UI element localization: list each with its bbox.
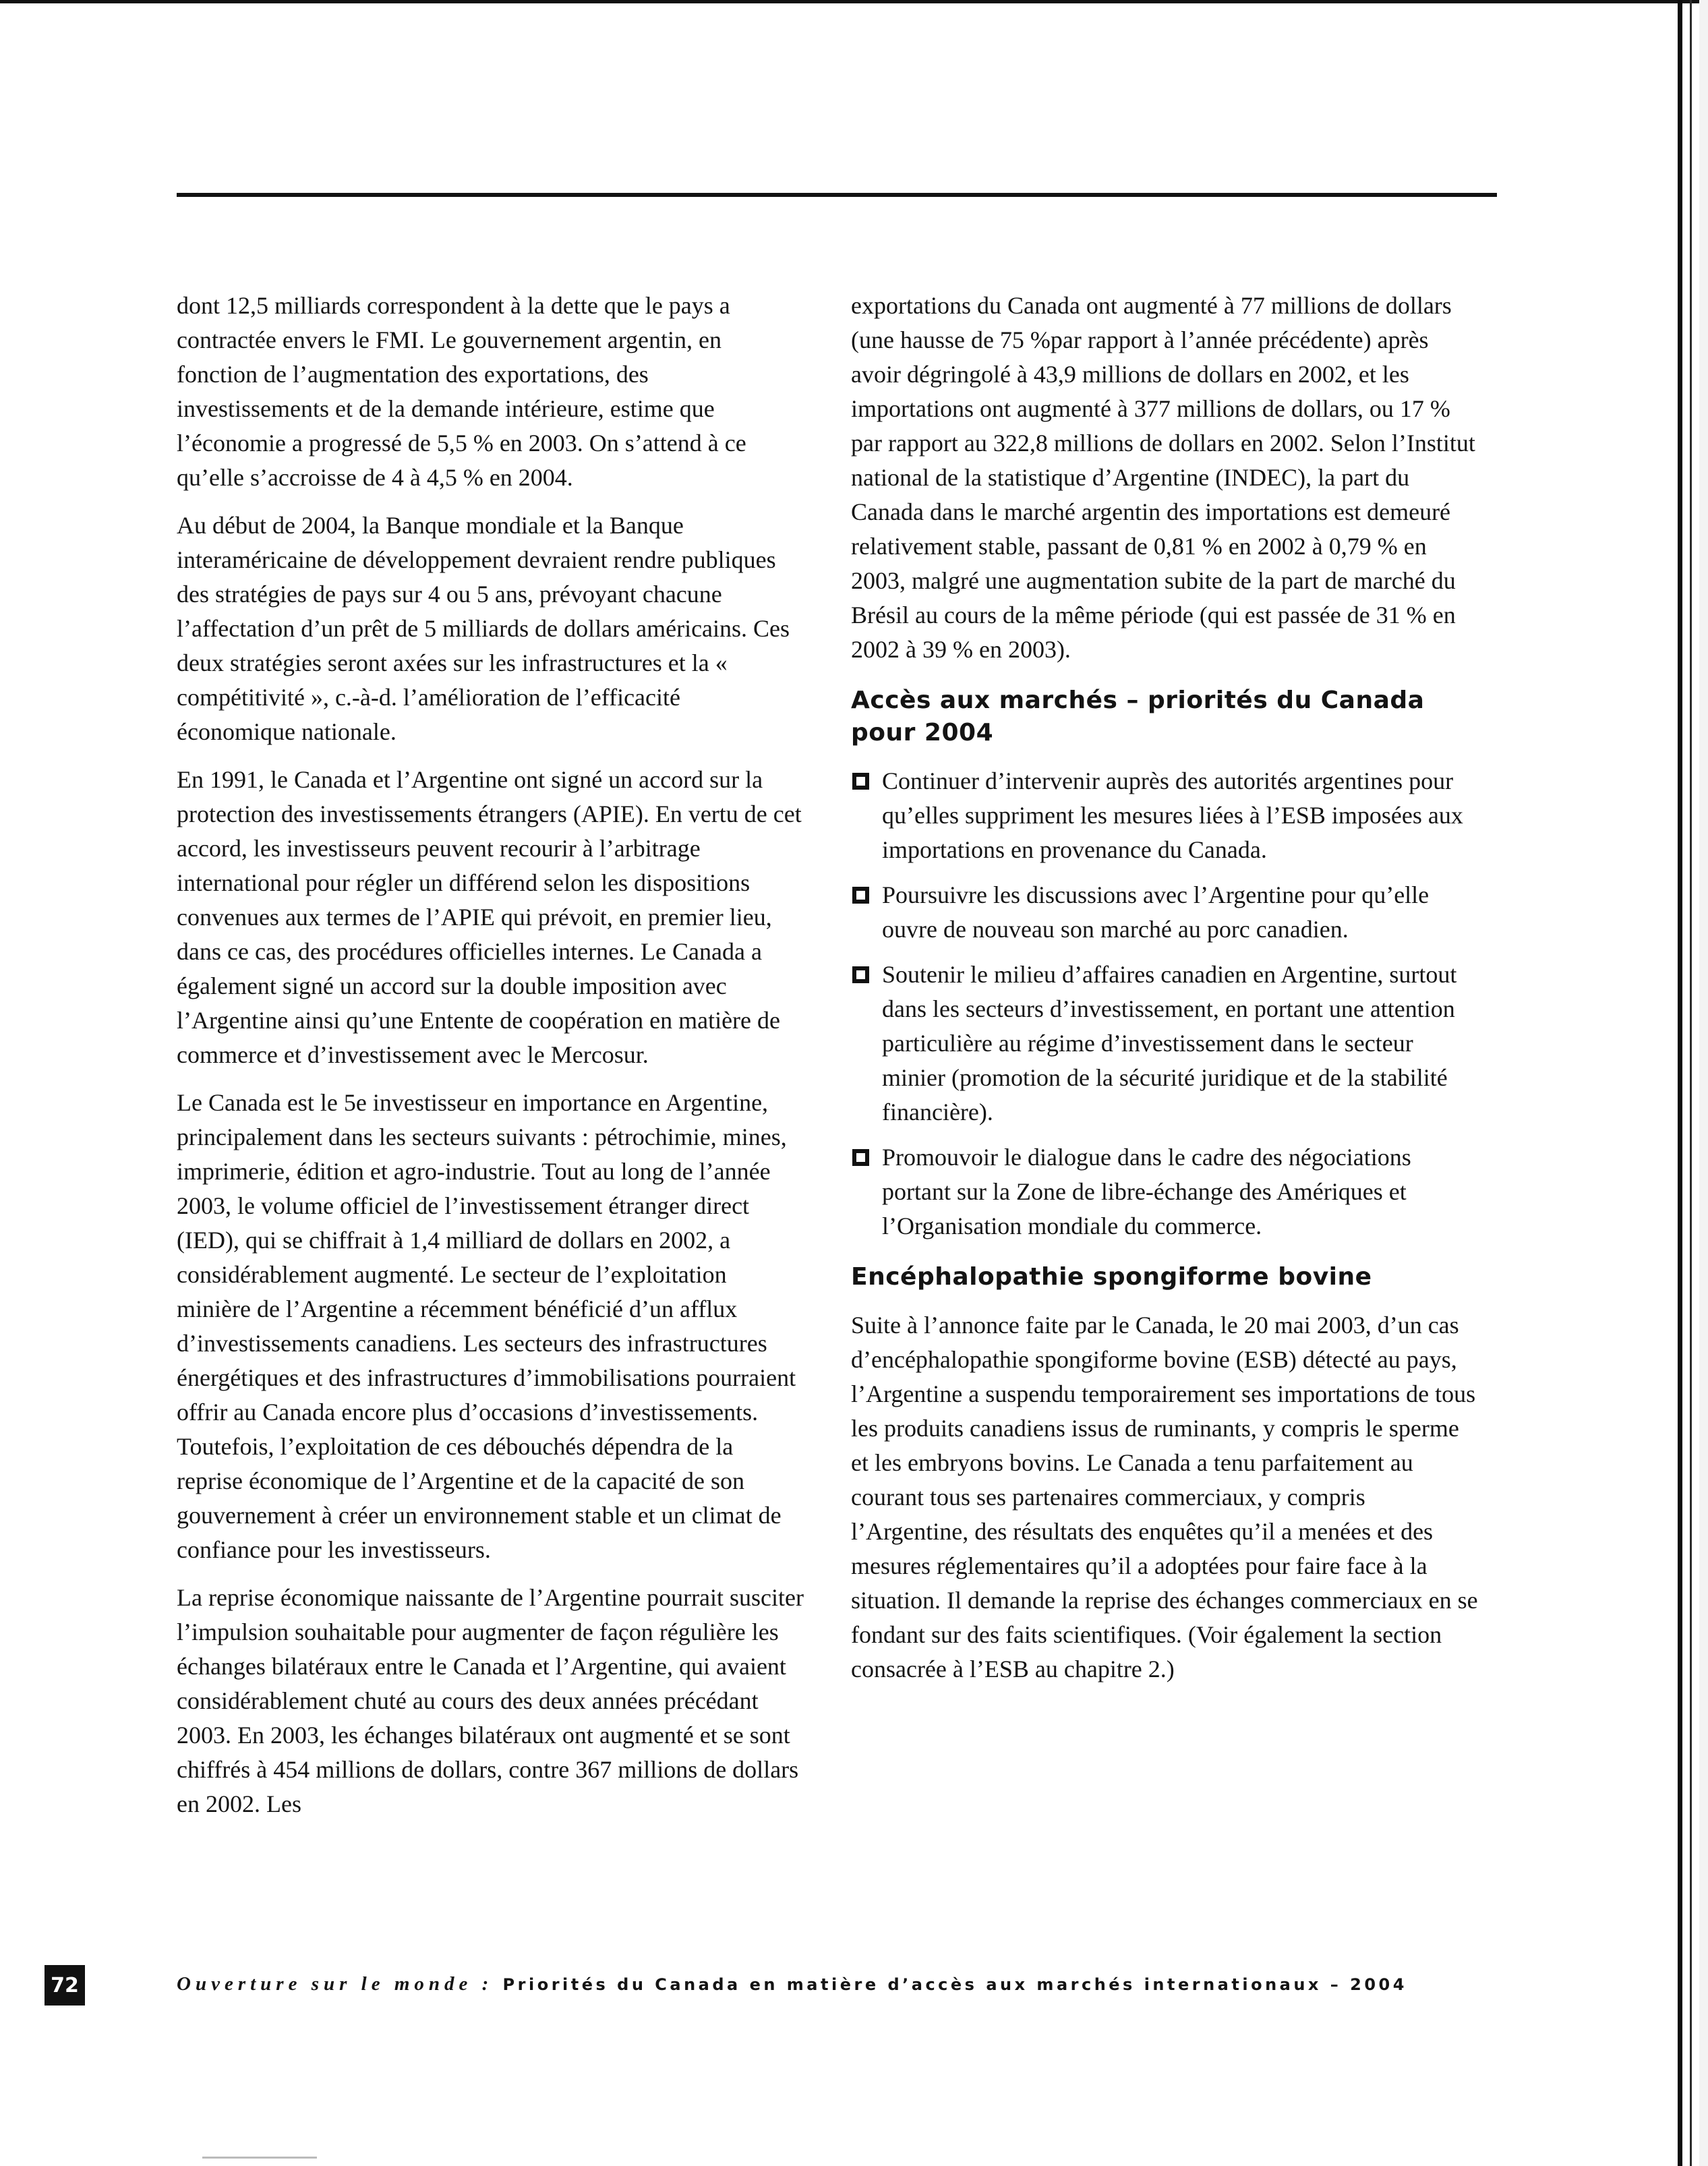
list-item — [851, 1140, 1478, 1243]
page-number: 72 — [45, 1965, 85, 2006]
running-footer — [177, 1973, 1407, 1995]
footer-document-title: Priorités du Canada en matière d’accès aux marchés internationaux – 2004 — [502, 1975, 1407, 1994]
scan-mark-bottom — [202, 2157, 317, 2159]
square-bullet-icon — [852, 1149, 869, 1166]
list-item-text: Promouvoir le dialogue dans le cadre des négociations portant sur la Zone de libre-échange des Amériques et l’Organisation mondiale du commerce. — [882, 1144, 1411, 1239]
paragraph-imf-debt: dont 12,5 milliards correspondent à la dette que le pays a contractée envers le FMI. Le gouvernement argentin, en fonction de l’augmentation des exportations, des investissements et de la demande intérieure, estime que l’économie a progressé de 5,5 % en 2003. On s’attend à ce qu’elle s’accroisse de 4 à 4,5 % en 2004. — [177, 292, 746, 491]
paragraph-exports: exportations du Canada ont augmenté à 77 millions de dollars (une hausse de 75 %par rapport à l’année précédente) après avoir dégringolé à 43,9 millions de dollars en 2002, et les importations ont augmenté à 377 millions de dollars, ou 17 % par rapport au 322,8 millions de dollars en 2002. Selon l’Institut national de la statistique d’Argentine (INDEC), la part du Canada dans le marché argentin des importations est demeuré relativement stable, passant de 0,81 % en 2002 à 0,79 % en 2003, malgré une augmentation subite de la part de marché du Brésil au cours de la même période (qui est passée de 31 % en 2002 à 39 % en 2003). — [851, 292, 1475, 663]
scan-edge-right — [1678, 0, 1682, 2166]
list-item — [851, 958, 1478, 1130]
list-item-text: Soutenir le milieu d’affaires canadien en Argentine, surtout dans les secteurs d’investissement, en portant une attention particulière au régime d’investissement dans le secteur minier (promotion de la sécurité juridique et de la stabilité financière). — [882, 961, 1457, 1125]
paragraph-esb: Suite à l’annonce faite par le Canada, le 20 mai 2003, d’un cas d’encéphalopathie spongiforme bovine (ESB) détecté au pays, l’Argentine a suspendu temporairement ses importations de tous les produits canadiens issus de ruminants, y compris le sperme et les embryons bovins. Le Canada a tenu parfaitement au courant tous ses partenaires commerciaux, y compris l’Argentine, des résultats des enquêtes qu’il a menées et des mesures réglementaires qu’il a adoptées pour faire face à la situation. Il demande la reprise des échanges commerciaux en se fondant sur des faits scientifiques. (Voir également la section consacrée à l’ESB au chapitre 2.) — [851, 1312, 1478, 1682]
paragraph-apie-agreement: En 1991, le Canada et l’Argentine ont signé un accord sur la protection des investissements étrangers (APIE). En vertu de cet accord, les investisseurs peuvent recourir à l’arbitrage international pour régler un différend selon les dispositions convenues aux termes de l’APIE qui prévoit, en premier lieu, dans ce cas, des procédures officielles internes. Le Canada a également signé un accord sur la double imposition avec l’Argentine ainsi qu’une Entente de coopération en matière de commerce et d’investissement avec le Mercosur. — [177, 766, 802, 1068]
scan-edge-top — [0, 0, 1708, 3]
heading-esb: Encéphalopathie spongiforme bovine — [851, 1263, 1372, 1291]
paragraph-bilateral-trade: La reprise économique naissante de l’Argentine pourrait susciter l’impulsion souhaitable pour augmenter de façon régulière les échanges bilatéraux entre le Canada et l’Argentine, qui avaient considérablement chuté au cours des deux années précédant 2003. En 2003, les échanges bilatéraux ont augmenté et se sont chiffrés à 454 millions de dollars, contre 367 millions de dollars en 2002. Les — [177, 1584, 804, 1817]
list-item-text: Continuer d’intervenir auprès des autorités argentines pour qu’elles suppriment les mesures liées à l’ESB imposées aux importations en provenance du Canada. — [882, 767, 1463, 863]
right-column — [851, 289, 1478, 1700]
left-column — [177, 289, 804, 1835]
list-item-text: Poursuivre les discussions avec l’Argentine pour qu’elle ouvre de nouveau son marché au porc canadien. — [882, 881, 1430, 943]
footer-series-title: Ouverture sur le monde : — [177, 1973, 494, 1995]
square-bullet-icon — [852, 773, 869, 790]
square-bullet-icon — [852, 887, 869, 904]
priorities-list — [851, 764, 1478, 1243]
list-item — [851, 764, 1478, 867]
heading-market-access-priorities: Accès aux marchés – priorités du Canada pour 2004 — [851, 686, 1425, 747]
scan-margin-right — [1699, 0, 1708, 2166]
paragraph-world-bank: Au début de 2004, la Banque mondiale et la Banque interaméricaine de développement devraient rendre publiques des stratégies de pays sur 4 ou 5 ans, prévoyant chacune l’affectation d’un prêt de 5 milliards de dollars américains. Ces deux stratégies seront axées sur les infrastructures et la « compétitivité », c.-à-d. l’amélioration de l’efficacité économique nationale. — [177, 512, 790, 745]
paragraph-canada-investor: Le Canada est le 5e investisseur en importance en Argentine, principalement dans les secteurs suivants : pétrochimie, mines, imprimerie, édition et agro-industrie. Tout au long de l’année 2003, le volume officiel de l’investissement étranger direct (IED), qui se chiffrait à 1,4 milliard de dollars en 2002, a considérablement augmenté. Le secteur de l’exploitation minière de l’Argentine a récemment bénéficié d’un afflux d’investissements canadiens. Les secteurs des infrastructures énergétiques et des infrastructures d’immobilisations pourraient offrir au Canada encore plus d’occasions d’investissements. Toutefois, l’exploitation de ces débouchés dépendra de la reprise économique de l’Argentine et de la capacité de son gouvernement à créer un environnement stable et un climat de confiance pour les investisseurs. — [177, 1089, 796, 1563]
scan-edge-right-line — [1690, 0, 1692, 2166]
header-rule — [177, 193, 1497, 197]
list-item — [851, 878, 1478, 947]
square-bullet-icon — [852, 966, 869, 983]
